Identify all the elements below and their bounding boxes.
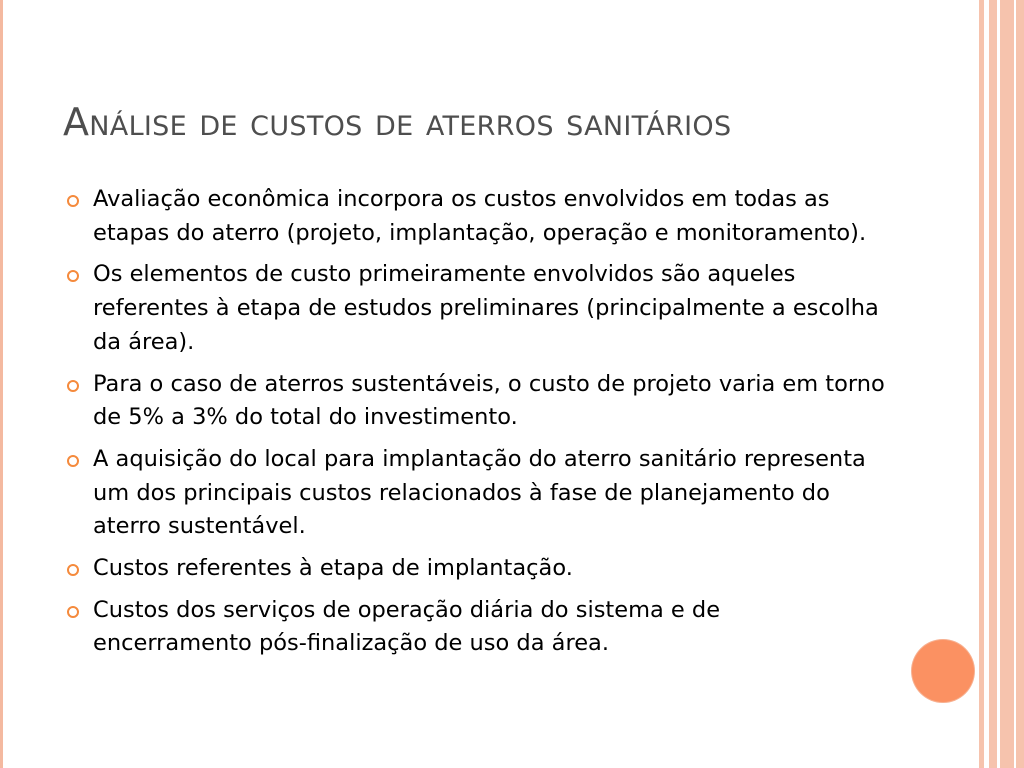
bullet-item [66, 183, 886, 250]
bullet-text: Custos dos serviços de operação diária do sistema e de encerramento pós-finalização de uso da área. [93, 596, 721, 657]
ring-bullet-icon [67, 195, 79, 207]
decorative-circle [912, 640, 974, 702]
bullet-list [66, 183, 886, 669]
slide-title: Análise de custos de aterros sanitários [63, 100, 732, 144]
bullet-text: Custos referentes à etapa de implantação. [93, 555, 573, 582]
ring-bullet-icon [67, 564, 79, 576]
bullet-item [66, 594, 886, 661]
bullet-item [66, 258, 886, 359]
bullet-item [66, 443, 886, 544]
right-stripe [989, 0, 997, 768]
ring-bullet-icon [67, 606, 79, 618]
bullet-item [66, 552, 886, 586]
left-border [0, 0, 3, 768]
ring-bullet-icon [67, 380, 79, 392]
bullet-text: A aquisição do local para implantação do aterro sanitário representa um dos principais custos relacionados à fase de planejamento do aterro sustentável. [93, 445, 866, 540]
ring-bullet-icon [67, 270, 79, 282]
ring-bullet-icon [67, 455, 79, 467]
right-stripe [1000, 0, 1014, 768]
bullet-text: Avaliação econômica incorpora os custos envolvidos em todas as etapas do aterro (projeto, implantação, operação e monitoramento). [93, 186, 867, 246]
bullet-text: Para o caso de aterros sustentáveis, o custo de projeto varia em torno de 5% a 3% do total do investimento. [93, 370, 885, 431]
right-stripe [1016, 0, 1024, 768]
bullet-item [66, 368, 886, 435]
bullet-text: Os elementos de custo primeiramente envolvidos são aqueles referentes à etapa de estudos preliminares (principalmente a escolha da área). [93, 261, 879, 355]
